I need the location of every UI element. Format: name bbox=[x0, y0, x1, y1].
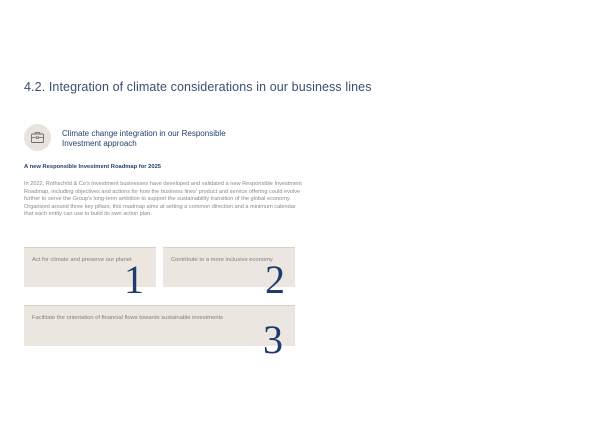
pillar-number: 2 bbox=[265, 257, 285, 302]
section-title: 4.2. Integration of climate considerations in our business lines bbox=[24, 80, 372, 94]
briefcase-icon bbox=[30, 130, 45, 145]
subheading-icon-circle bbox=[24, 124, 51, 151]
subheading: Climate change integration in our Responsible Investment approach bbox=[62, 129, 226, 148]
pillar-3 bbox=[24, 305, 295, 362]
pillar-label: Facilitate the orientation of financial flows towards sustainable investments bbox=[32, 315, 224, 321]
roadmap-body: In 2022, Rothschild & Co's Investment businesses have developed and validated a new Responsible Investment Roadmap, including objectives and actions for how the business lines' product and service offering could evolve further to serve the Group's long-term ambition to support the sustainability transition of the global economy. Organised around three key pillars, this roadmap aims at setting a common direction and a minimum calendar that each entity can use to build its own action plan. bbox=[24, 181, 302, 218]
pillar-label: Contribute to a more inclusive economy bbox=[171, 257, 273, 263]
pillar-1 bbox=[24, 247, 156, 302]
pillar-label: Act for climate and preserve our planet bbox=[32, 257, 132, 263]
pillar-number: 3 bbox=[263, 317, 283, 362]
pillar-2 bbox=[163, 247, 295, 302]
roadmap-title: A new Responsible Investment Roadmap for 2025 bbox=[24, 164, 162, 170]
pillar-number: 1 bbox=[124, 257, 144, 302]
